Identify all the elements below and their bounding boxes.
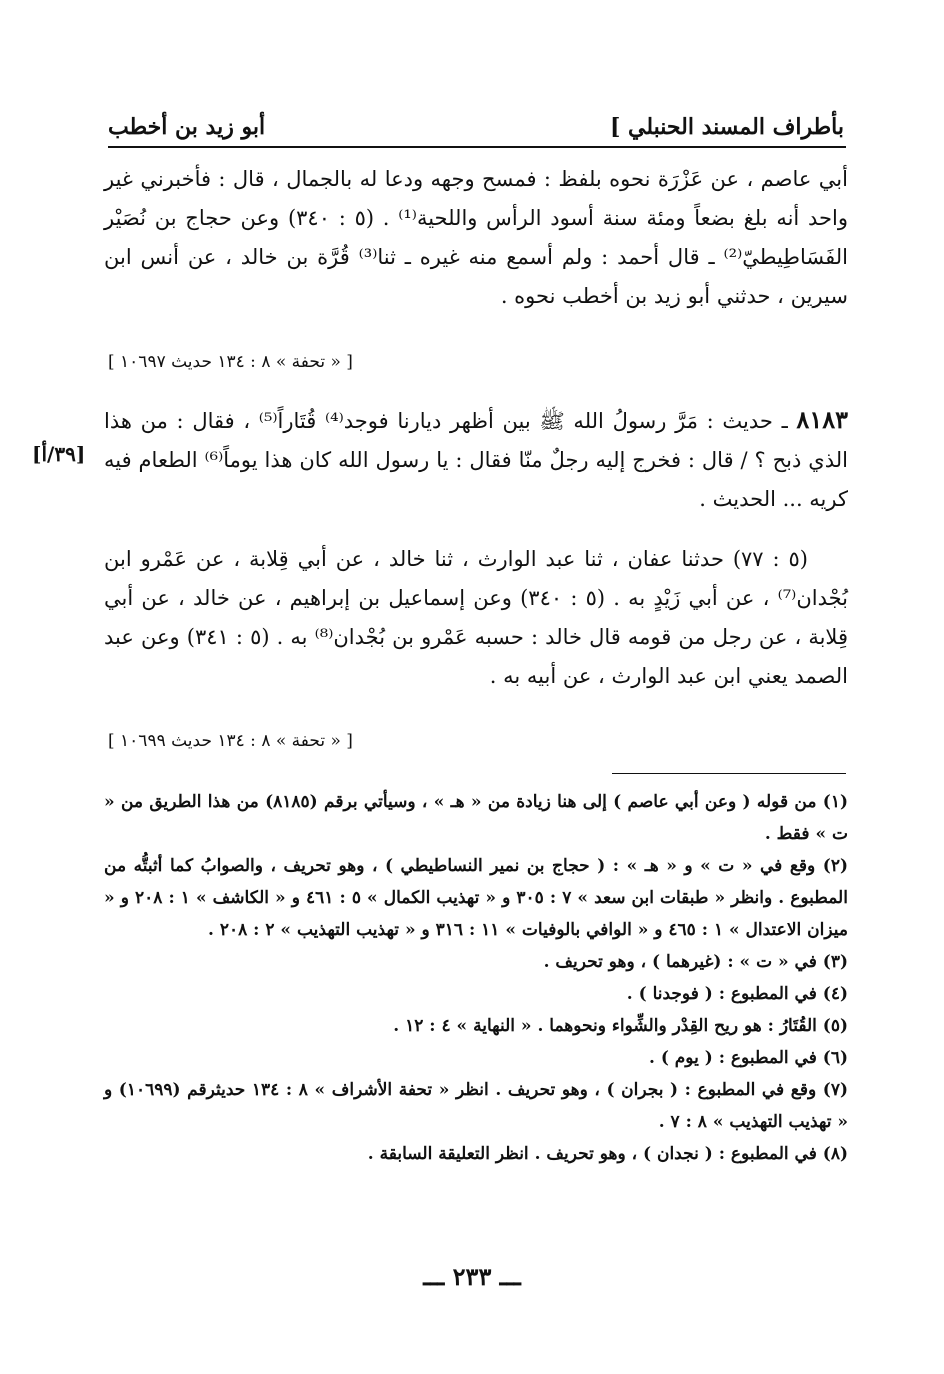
header-divider bbox=[108, 146, 846, 148]
paragraph-1: أبي عاصم ، عن عَزْرَة نحوه بلفظ : فمسح وجهه ودعا له بالجمال ، قال : فأخبرني غير واحد أنه بلغ بضعاً ومئة سنة أسود الرأس واللحية⁽¹⁾ . (٥ : ٣٤٠) وعن حجاج بن نُصَيْر الفَسَاطِيطيّ⁽²⁾ ـ قال أحمد : ولم أسمع منه غيره ـ ثنا⁽³⁾ قُرَّة بن خالد ، عن أنس ابن سيرين ، حدثني أبو زيد بن أخطب نحوه . bbox=[104, 167, 848, 308]
header-book-title: بأطراف المسند الحنبلي ] bbox=[609, 114, 844, 140]
footnote-6: (٦) في المطبوع : ( يوم ) . bbox=[648, 1048, 848, 1068]
page-number: ـــ ٢٣٣ ـــ bbox=[423, 1262, 521, 1291]
header-chapter-title: أبو زيد بن أخطب bbox=[108, 114, 266, 140]
footnote-3: (٣) في « ت » : (غيرهما ) ، وهو تحريف . bbox=[543, 952, 848, 972]
footnote-5: (٥) القُتَارُ : هو ريح القِدْر والشِّواء ونحوهما . « النهاية » ٤ : ١٢ . bbox=[393, 1016, 848, 1036]
hadith-paragraph bbox=[104, 400, 848, 519]
footnote-2: (٢) وقع في « ت » و « هـ » : ( حجاج بن نمير النساطيطي ) ، وهو تحريف ، والصوابُ كما أثبتُّه من المطبوع . وانظر « طبقات ابن سعد » ٧ : ٣٠٥ و « تهذيب الكمال » ٥ : ٤٦١ و « الكاشف » ١ : ٢٠٨ و « ميزان الاعتدال » ١ : ٤٦٥ و « الوافي بالوفيات » ١١ : ٣١٦ و « تهذيب التهذيب » ٢ : ٢٠٨ . bbox=[104, 856, 848, 940]
tuhfa-reference-2: [ « تحفة » ٨ : ١٣٤ حديث ١٠٦٩٩ ] bbox=[108, 731, 353, 751]
footnote-1: (١) من قوله ( وعن أبي عاصم ) إلى هنا زيادة من « هـ » ، وسيأتي برقم (٨١٨٥) من هذا الطريق من « ت » فقط . bbox=[104, 792, 848, 844]
footnotes bbox=[104, 786, 848, 1170]
hadith-number: ٨١٨٣ bbox=[796, 405, 848, 434]
footnote-divider bbox=[612, 773, 846, 774]
tuhfa-reference-1: [ « تحفة » ٨ : ١٣٤ حديث ١٠٦٩٧ ] bbox=[108, 352, 353, 372]
running-header bbox=[108, 108, 844, 140]
paragraph-3: (٥ : ٧٧) حدثنا عفان ، ثنا عبد الوارث ، ثنا خالد ، عن أبي قِلابة ، عن عَمْرو ابن بُجْدان⁽⁷⁾ ، عن أبي زَيْدٍ به . (٥ : ٣٤٠) وعن إسماعيل بن إبراهيم ، عن خالد ، عن أبي قِلابة ، عن رجل من قومه قال خالد : حسبه عَمْرو بن بُجْدان⁽⁸⁾ به . (٥ : ٣٤١) وعن عبد الصمد يعني ابن عبد الوارث ، عن أبيه به . bbox=[104, 547, 849, 688]
footnote-4: (٤) في المطبوع : ( فوجدنا ) . bbox=[626, 984, 848, 1004]
hadith-text: ـ حديث : مَرَّ رسولُ الله ﷺ بين أظهر ديارنا فوجد⁽⁴⁾ قُتَاراً⁽⁵⁾ ، فقال : من هذا الذي ذبح ؟ / قال : فخرج إليه رجلٌ منّا فقال : يا رسول الله كان هذا يوماً⁽⁶⁾ الطعام فيه كريه ... الحديث . bbox=[104, 409, 848, 511]
manuscript-folio-marker: [٣٩/أ] bbox=[32, 442, 86, 466]
footnote-8: (٨) في المطبوع : ( نجدان ) ، وهو تحريف . انظر التعليقة السابقة . bbox=[367, 1144, 848, 1164]
footnote-7: (٧) وقع في المطبوع : ( بجران ) ، وهو تحريف . انظر « تحفة الأشراف » ٨ : ١٣٤ حديثرقم (١٠٦٩٩) و « تهذيب التهذيب » ٨ : ٧ . bbox=[104, 1080, 848, 1132]
